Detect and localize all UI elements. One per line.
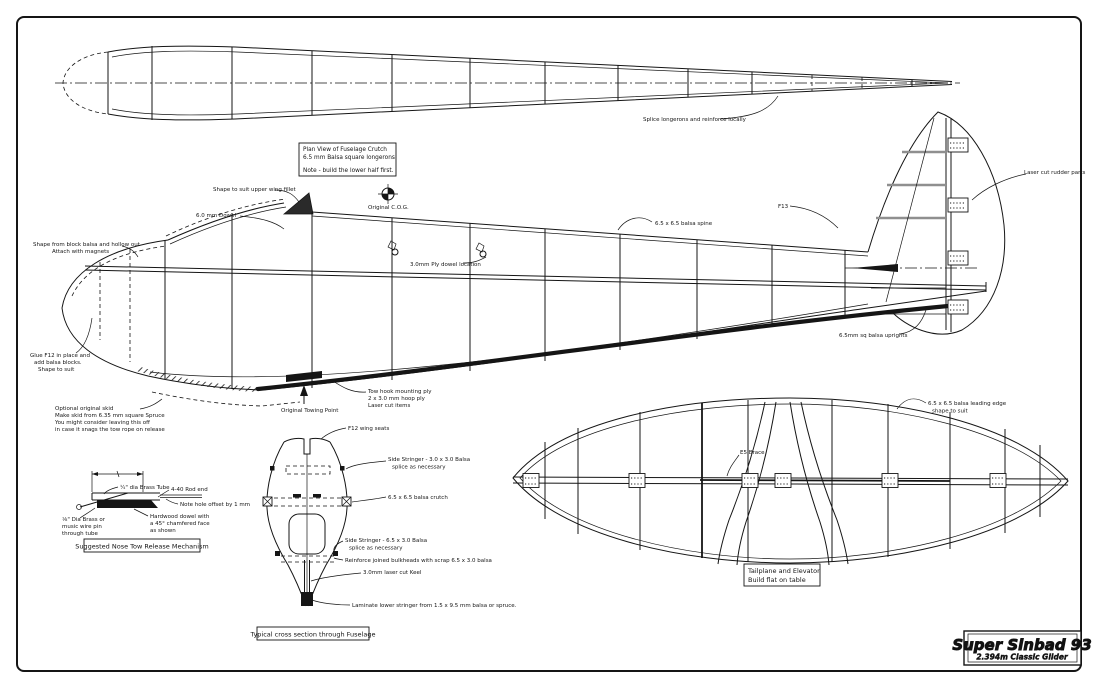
rod-end-label: 4-40 Rod end (171, 487, 208, 493)
tow-hook-label: Laser cut items (368, 403, 411, 409)
nose-release-caption-box (75, 539, 209, 552)
skid-label: Optional original skid (55, 406, 114, 412)
skid-label: Make skid from 6.35 mm square Spruce (55, 413, 165, 419)
keel-label: 3.0mm laser cut Keel (363, 570, 422, 576)
ply-dowel-label: 3.0mm Ply dowel location (410, 262, 481, 268)
dowel-label: 6.0 mm Dowel (196, 213, 236, 219)
tailplane-caption: Tailplane and Elevator (748, 567, 820, 575)
glue-f12-label: Shape to suit (38, 367, 75, 373)
plan-note-box (299, 143, 396, 176)
wing-seats-label: F12 wing seats (348, 426, 390, 432)
spine-label: 6.5 x 6.5 balsa spine (655, 221, 713, 227)
fuselage-plan-view (55, 46, 960, 176)
cog-label: Original C.O.G. (368, 205, 409, 211)
brace-label: E5 Brace (740, 450, 765, 456)
skid-label: You might consider leaving this off (55, 420, 150, 426)
block-balsa-label: Attach with magnets (52, 249, 110, 255)
cross-section-caption-box (250, 627, 376, 640)
plan-splice-label: Splice longerons and reinforce locally (643, 117, 746, 123)
cross-section-detail (250, 426, 517, 640)
tow-hook-label: 2 x 3.0 mm hoop ply (368, 396, 425, 402)
tailplane-view (513, 398, 1068, 586)
cog-symbol (378, 184, 398, 204)
hole-offset-label: Note hole offset by 1 mm (180, 502, 251, 508)
plan-note-line: 6.5 mm Balsa square longerons (303, 155, 395, 161)
plan-note-line: Note - build the lower half first. (303, 168, 394, 174)
glue-f12-label: Glue F12 in place and (30, 353, 90, 359)
reinforce-label: Reinforce joined bulkheads with scrap 6.5 x 3.0 balsa (345, 558, 492, 564)
cross-section-labels (311, 426, 517, 609)
title-block (952, 631, 1091, 665)
top-stringer-label: splice as necessary (392, 464, 446, 471)
dowel-label: as shown (150, 528, 176, 534)
pin-label: through tube (62, 531, 98, 537)
ply-dowel-circle (392, 249, 398, 255)
leading-edge-label: 6.5 x 6.5 balsa leading edge (928, 401, 1007, 407)
side-view-labels (30, 170, 1086, 433)
brass-tube-label: ¼" dia Brass Tube (120, 485, 170, 491)
plan-title: Super Sinbad 93 (952, 636, 1092, 654)
f13-label: F13 (778, 204, 789, 210)
ply-dowel-circle (480, 251, 486, 257)
keel-foot (301, 592, 313, 606)
rudder-label: Laser cut rudder parts (1024, 170, 1086, 176)
pin-label: music wire pin (62, 524, 102, 530)
tow-hook-label: Tow hook mounting ply (368, 389, 432, 395)
wing-fillet-label: Shape to suit upper wing fillet (213, 187, 296, 193)
towing-point-arrow (300, 385, 308, 396)
lower-stringer-label: Laminate lower stringer from 1.5 x 9.5 mm balsa or spruce. (352, 603, 517, 609)
towing-point-label: Original Towing Point (281, 408, 339, 414)
dowel-label: a 45° chamfered face (150, 521, 210, 527)
plan-subtitle: 2.394m Classic Glider (976, 652, 1068, 662)
crutch-line (85, 266, 986, 286)
dowel-label: Hardwood dowel with (150, 514, 210, 520)
hardwood-dowel (97, 500, 158, 508)
plan-note-line: Plan View of Fuselage Crutch (303, 147, 387, 153)
lower-stringer (258, 306, 948, 389)
nose-release-detail (62, 471, 250, 552)
side-stringer-label: Side Stringer - 6.5 x 3.0 Balsa (345, 538, 428, 544)
tailplane-caption-box (744, 564, 820, 586)
side-stringer-label: splice as necessary (349, 545, 403, 552)
optional-skid (152, 392, 300, 406)
pin-label: ⅛" Dia Brass or (62, 517, 106, 523)
sheet-border (17, 17, 1081, 671)
nose-release-caption: Suggested Nose Tow Release Mechanism (75, 542, 209, 551)
direction-dart (852, 264, 898, 272)
tailplane-caption: Build flat on table (748, 576, 806, 584)
skid-label: in case it snags the tow rope on release (55, 427, 165, 433)
cross-section-caption: Typical cross section through Fuselage (250, 630, 376, 639)
uprights-label: 6.5mm sq balsa uprights (839, 333, 908, 339)
top-stringer-label: Side Stringer - 3.0 x 3.0 Balsa (388, 457, 471, 463)
block-balsa-label: Shape from block balsa and hollow out (33, 242, 140, 248)
glue-f12-label: add balsa blocks. (34, 360, 82, 366)
nose-hatch-band (136, 366, 258, 392)
leading-edge-label: shape to suit (932, 408, 968, 415)
wing-fillet (284, 193, 313, 214)
tow-hook-block (286, 371, 322, 382)
fuselage-side-view (30, 112, 1086, 433)
crutch-label: 6.5 x 6.5 balsa crutch (388, 495, 448, 501)
fin-rudder (868, 112, 1005, 334)
